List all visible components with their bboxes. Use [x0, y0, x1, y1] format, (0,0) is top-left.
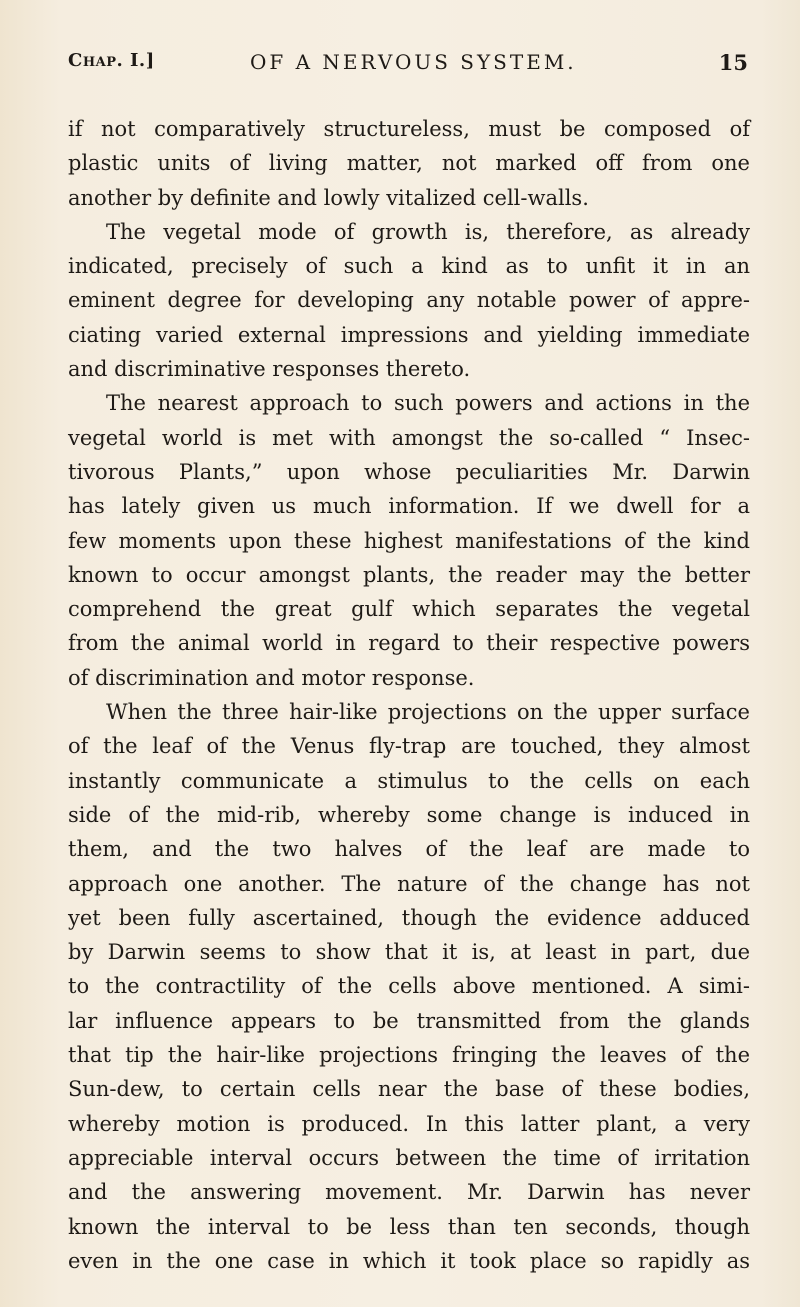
text-line: known the interval to be less than ten seconds, though [68, 1214, 750, 1239]
text-line: lar influence appears to be transmitted from the glands [68, 1008, 750, 1033]
text-line: that tip the hair-like projections fringing the leaves of the [68, 1043, 750, 1068]
text-line: comprehend the great gulf which separates the vegetal [68, 597, 750, 622]
text-line: if not comparatively structureless, must be composed of [68, 117, 750, 141]
text-line: from the animal world in regard to their respective powers [68, 631, 750, 656]
text-line: plastic units of living matter, not marked off from one [68, 151, 750, 176]
text-line: known to occur amongst plants, the reader may the better [68, 562, 750, 587]
text-line: The vegetal mode of growth is, therefore, as already [106, 219, 750, 244]
text-line: them, and the two halves of the leaf are made to [68, 837, 750, 862]
text-line: When the three hair-like projections on the upper surface [106, 700, 750, 725]
text-line: yet been fully ascertained, though the evidence adduced [68, 905, 750, 930]
text-line: approach one another. The nature of the change has not [68, 871, 750, 896]
text-line: of the leaf of the Venus fly-trap are touched, they almost [68, 734, 750, 759]
text-line: vegetal world is met with amongst the so-called “ Insec- [68, 425, 750, 450]
text-line: and the answering movement. Mr. Darwin has never [68, 1180, 750, 1205]
text-line: side of the mid-rib, whereby some change is induced in [68, 802, 750, 827]
running-header [68, 50, 748, 90]
text-line: by Darwin seems to show that it is, at least in part, due [68, 940, 750, 965]
text-line: whereby motion is produced. In this latter plant, a very [68, 1111, 750, 1136]
text-line: even in the one case in which it took place so rapidly as [68, 1248, 750, 1273]
running-title: OF A NERVOUS SYSTEM. [250, 50, 577, 74]
text-line: to the contractility of the cells above mentioned. A simi- [68, 974, 750, 999]
text-line: appreciable interval occurs between the time of irritation [68, 1145, 750, 1170]
text-line: has lately given us much information. If we dwell for a [68, 494, 750, 519]
text-line: of discrimination and motor response. [68, 665, 475, 690]
chapter-label: Chap. I.] [68, 50, 155, 71]
text-line: indicated, precisely of such a kind as to unfit it in an [68, 254, 750, 279]
text-line: another by definite and lowly vitalized cell-walls. [68, 185, 589, 210]
text-line: Sun-dew, to certain cells near the base of these bodies, [68, 1077, 750, 1102]
text-line: instantly communicate a stimulus to the cells on each [68, 768, 750, 793]
page-number: 15 [718, 50, 748, 75]
text-line: The nearest approach to such powers and actions in the [106, 391, 750, 416]
text-line: ciating varied external impressions and yielding immediate [68, 322, 750, 347]
text-line: tivorous Plants,” upon whose peculiarities Mr. Darwin [68, 459, 750, 484]
body-text [68, 112, 750, 1278]
text-line: eminent degree for developing any notable power of appre- [68, 288, 750, 313]
text-line: and discriminative responses thereto. [68, 357, 471, 382]
text-line: few moments upon these highest manifestations of the kind [68, 528, 750, 553]
